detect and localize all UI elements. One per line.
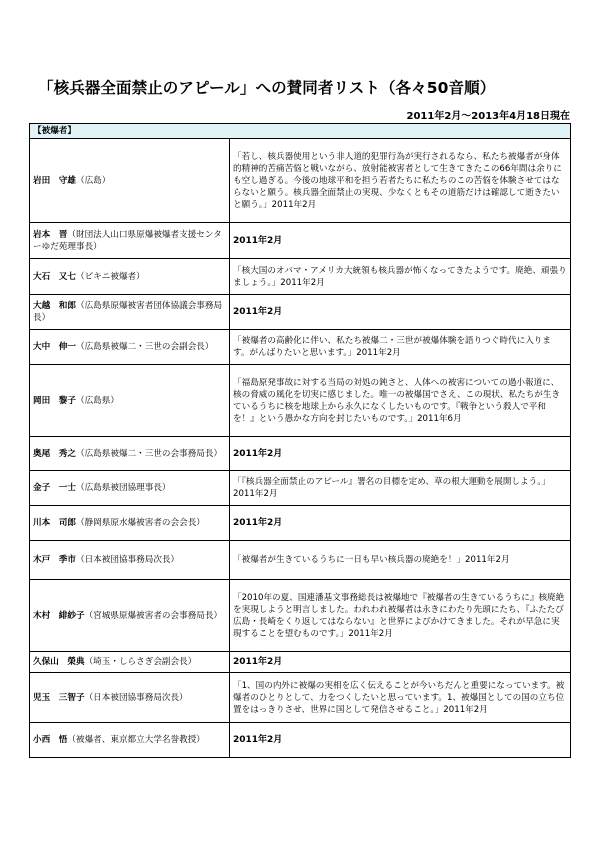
supporter-role: （埼玉・しらさぎ会副会長） xyxy=(84,657,197,667)
supporter-message: 2011年2月 xyxy=(230,437,571,471)
page-title: 「核兵器全面禁止のアピール」への賛同者リスト（各々50音順） xyxy=(38,79,496,97)
table-row xyxy=(30,471,571,506)
supporter-message: 2011年2月 xyxy=(230,723,571,758)
table-row xyxy=(30,139,571,223)
supporter-role: （静岡県原水爆被害者の会会長） xyxy=(75,518,205,528)
supporter-message: 「核大国のオバマ・アメリカ大統領も核兵器が怖くなってきたようです。廃絶、頑張りましょう。」2011年2月 xyxy=(230,259,571,295)
supporters-table xyxy=(29,123,571,758)
supporter-message: 「被爆者が生きているうちに一日も早い核兵器の廃絶を！」2011年2月 xyxy=(230,541,571,580)
supporter-role: （広島県被爆二・三世の会副会長） xyxy=(75,342,214,352)
table-row xyxy=(30,723,571,758)
supporter-name: 岩本 晋（財団法人山口県原爆被爆者支援センターゆだ苑理事長） xyxy=(30,223,230,259)
supporter-message: 「1、国の内外に被爆の実相を広く伝えることが今いちだんと重要になっています。被爆者のひとりとして、力をつくしたいと思っています。1、被爆国としての国の立ち位置をはっきりさせ、世界に国として発信させること。」2011年2月 xyxy=(230,673,571,723)
supporter-role: （被爆者、東京都立大学名誉教授） xyxy=(67,735,205,745)
date-range: 2011年2月～2013年4月18日現在 xyxy=(406,111,570,122)
supporter-role: （ビキニ被爆者） xyxy=(75,271,145,282)
table-row xyxy=(30,259,571,295)
supporter-name: 大石 又七（ビキニ被爆者） xyxy=(30,259,230,295)
table-row xyxy=(30,580,571,652)
supporter-name: 大中 伸一（広島県被爆二・三世の会副会長） xyxy=(30,330,230,365)
supporter-role: （広島） xyxy=(75,175,111,186)
supporter-message: 「被爆者の高齢化に伴い、私たち被爆二・三世が被爆体験を語りつぐ時代に入ります。がんばりたいと思います。」2011年2月 xyxy=(230,330,571,365)
supporter-message: 2011年2月 xyxy=(230,295,571,330)
supporter-name: 木村 緋紗子（宮城県原爆被害者の会事務局長） xyxy=(30,580,230,652)
supporter-message: 「福島原発事故に対する当局の対処の鈍さと、人体への被害についての過小報道に、核の脅威の風化を切実に感じました。唯一の被爆国でさえ、この現状、私たちが生きているうちに核を地球上から永久になくしたいものです。『戦争という殺人で平和を！』という愚かな方向を封じたいものです。」2011年6月 xyxy=(230,365,571,437)
supporter-role: （日本被団協事務局次長） xyxy=(75,555,180,565)
table-row xyxy=(30,223,571,259)
supporter-name: 児玉 三智子（日本被団協事務局次長） xyxy=(30,673,230,723)
supporter-name: 奥尾 秀之（広島県被爆二・三世の会事務局長） xyxy=(30,437,230,471)
supporter-name: 金子 一士（広島県被団協理事長） xyxy=(30,471,230,506)
supporter-message: 2011年2月 xyxy=(230,506,571,541)
supporter-message: 「2010年の夏、国連潘基文事務総長は被爆地で『被爆者の生きているうちに』核廃絶を実現しようと明言しました。われわれ被爆者は永きにわたり先頭にたち、『ふたたび広島・長崎をくり返してはならない』と世界によびかけてきました。それが早急に実現することを望むものです。」2011年2月 xyxy=(230,580,571,652)
supporter-message: 2011年2月 xyxy=(230,223,571,259)
table-row xyxy=(30,437,571,471)
table-row xyxy=(30,365,571,437)
table-row xyxy=(30,330,571,365)
table-row xyxy=(30,506,571,541)
table-row xyxy=(30,673,571,723)
supporter-name: 久保山 榮典（埼玉・しらさぎ会副会長） xyxy=(30,652,230,673)
table-row xyxy=(30,652,571,673)
supporter-name: 木戸 季市（日本被団協事務局次長） xyxy=(30,541,230,580)
supporter-message: 「若し、核兵器使用という非人道的犯罪行為が実行されるなら、私たち被爆者が身体的精神的苦痛苦悩と戦いながら、放射能被害者として生きてきたこの66年間は余りにも空し過ぎる。今後の地球平和を担う若者たちに私たちのこの苦悩を体験させてはならないと願う。核兵器全面禁止の実現、少なくともその道筋だけは確認して逝きたいと願う。」2011年2月 xyxy=(230,139,571,223)
supporter-role: （広島県被爆二・三世の会事務局長） xyxy=(75,448,223,459)
supporter-role: （財団法人山口県原爆被爆者支援センターゆだ苑理事長） xyxy=(33,229,222,252)
supporter-name: 岩田 守雄（広島） xyxy=(30,139,230,223)
supporter-name: 大越 和郎（広島県原爆被害者団体協議会事務局長） xyxy=(30,295,230,330)
supporter-message: 「『核兵器全面禁止のアピール』署名の目標を定め、草の根大運動を展開しよう。」2011年2月 xyxy=(230,471,571,506)
table-row xyxy=(30,541,571,580)
supporter-role: （日本被団協事務局次長） xyxy=(84,692,188,703)
supporter-name: 岡田 黎子（広島県） xyxy=(30,365,230,437)
supporter-name: 小西 悟（被爆者、東京都立大学名誉教授） xyxy=(30,723,230,758)
table-row xyxy=(30,295,571,330)
supporter-message: 2011年2月 xyxy=(230,652,571,673)
section-label: 【被爆者】 xyxy=(30,124,571,139)
supporter-role: （広島県原爆被害者団体協議会事務局長） xyxy=(33,301,223,323)
supporter-role: （宮城県原爆被害者の会事務局長） xyxy=(84,610,223,621)
supporter-role: （広島県被団協理事長） xyxy=(75,483,171,493)
supporter-name: 川本 司郎（静岡県原水爆被害者の会会長） xyxy=(30,506,230,541)
section-header-row xyxy=(30,124,571,139)
supporter-role: （広島県） xyxy=(75,395,119,406)
